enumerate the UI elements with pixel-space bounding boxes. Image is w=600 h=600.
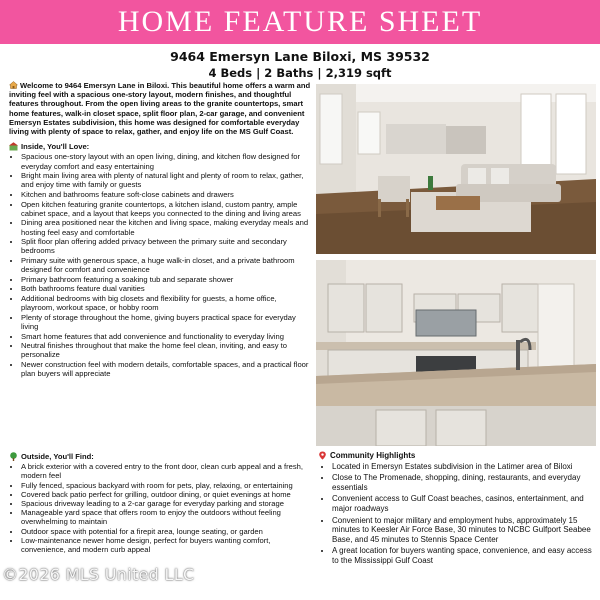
list-item: • Split floor plan offering added privacy between the primary suite and secondary bedrooms: [21, 237, 311, 255]
list-item: • Convenient to major military and employment hubs, approximately 15 minutes to Keesler Air Force Base, 30 minutes to NCBC Gulfport Seabee Base, and 45 minutes to Stennis Space Center: [332, 516, 596, 545]
property-specs: 4 Beds | 2 Baths | 2,319 sqft: [208, 66, 392, 80]
outside-section: [9, 450, 309, 554]
intro-text: Welcome to 9464 Emersyn Lane in Biloxi. This beautiful home offers a warm and inviting feel with a spacious one-story layout, modern finishes, and thoughtful features throughout. From the open living areas to the granite countertops, smart home features, walk-in closet space, split floor plan, 2-car garage, and convenient Emersyn Estates subdivision, this home was designed for comfortable everyday living with plenty of space to relax, gather, and enjoy life on the MS Gulf Coast.: [9, 81, 311, 137]
community-heading-label: Community Highlights: [330, 451, 416, 460]
left-column: [9, 81, 311, 379]
list-item: • Additional bedrooms with big closets and flexibility for guests, a home office, playroom, workout space, or hobby room: [21, 294, 311, 312]
community-heading: [318, 451, 596, 461]
list-item: • Dining area positioned near the kitchen and living space, making everyday meals and hosting feel easy and comfortable: [21, 218, 311, 236]
list-item: • Newer construction feel with modern details, comfortable spaces, and a practical floor plan buyers will appreciate: [21, 360, 311, 378]
list-item: • Located in Emersyn Estates subdivision in the Latimer area of Biloxi: [332, 462, 596, 472]
house-plant-icon: [9, 142, 18, 151]
inside-heading-label: Inside, You'll Love:: [21, 142, 90, 152]
list-item: • Spacious driveway leading to a 2-car garage for everyday parking and storage: [21, 499, 309, 508]
outside-list: [9, 462, 309, 554]
list-item: • Convenient access to Gulf Coast beaches, casinos, entertainment, and major roadways: [332, 494, 596, 513]
list-item: • Bright main living area with plenty of natural light and plenty of room to relax, gather, and enjoy time with family or guests: [21, 171, 311, 189]
property-address: 9464 Emersyn Lane Biloxi, MS 39532: [170, 49, 430, 64]
list-item: • A brick exterior with a covered entry to the front door, clean curb appeal and a fresh, modern feel: [21, 462, 309, 480]
outside-heading-label: Outside, You'll Find:: [21, 452, 94, 461]
list-item: • Both bathrooms feature dual vanities: [21, 284, 311, 293]
intro-paragraph: [9, 81, 311, 136]
list-item: • A great location for buyers wanting space, convenience, and easy access to the Mississippi Gulf Coast: [332, 546, 596, 565]
community-section: [318, 449, 596, 568]
copyright-watermark: ©2026 MLS United LLC: [2, 565, 195, 584]
home-icon: [9, 81, 18, 89]
list-item: • Fully fenced, spacious backyard with room for pets, play, relaxing, or entertaining: [21, 481, 309, 490]
list-item: • Open kitchen featuring granite countertops, a kitchen island, custom pantry, ample cabinet space, and a layout that keeps you connected to the dining and living areas: [21, 200, 311, 218]
list-item: • Covered back patio perfect for grilling, outdoor dining, or quiet evenings at home: [21, 490, 309, 499]
outside-heading: [9, 452, 309, 461]
list-item: • Neutral finishes throughout that make the home feel clean, inviting, and easy to personalize: [21, 341, 311, 359]
list-item: • Kitchen and bathrooms feature soft-close cabinets and drawers: [21, 190, 311, 199]
list-item: • Plenty of storage throughout the home, giving buyers practical space for everyday living: [21, 313, 311, 331]
inside-list: [9, 152, 311, 378]
community-list: [318, 462, 596, 566]
list-item: • Low-maintenance newer home design, perfect for buyers wanting comfort, convenience, and modern curb appeal: [21, 536, 309, 554]
inside-heading: [9, 142, 311, 151]
list-item: • Spacious one-story layout with an open living, dining, and kitchen flow designed for everyday comfort and easy entertaining: [21, 152, 311, 170]
list-item: • Smart home features that add convenience and functionality to everyday living: [21, 332, 311, 341]
list-item: • Primary bathroom featuring a soaking tub and separate shower: [21, 275, 311, 284]
tree-icon: [9, 452, 18, 461]
kitchen-photo: [316, 260, 596, 446]
list-item: • Primary suite with generous space, a huge walk-in closet, and a private bathroom designed for comfort and convenience: [21, 256, 311, 274]
page-title: HOME FEATURE SHEET: [117, 5, 483, 38]
map-pin-icon: [318, 451, 327, 460]
list-item: • Close to The Promenade, shopping, dining, restaurants, and everyday essentials: [332, 473, 596, 492]
living-room-photo: [316, 84, 596, 254]
list-item: • Manageable yard space that offers room to enjoy the outdoors without feeling overwhelming to maintain: [21, 508, 309, 526]
list-item: • Outdoor space with potential for a firepit area, lounge seating, or garden: [21, 527, 309, 536]
